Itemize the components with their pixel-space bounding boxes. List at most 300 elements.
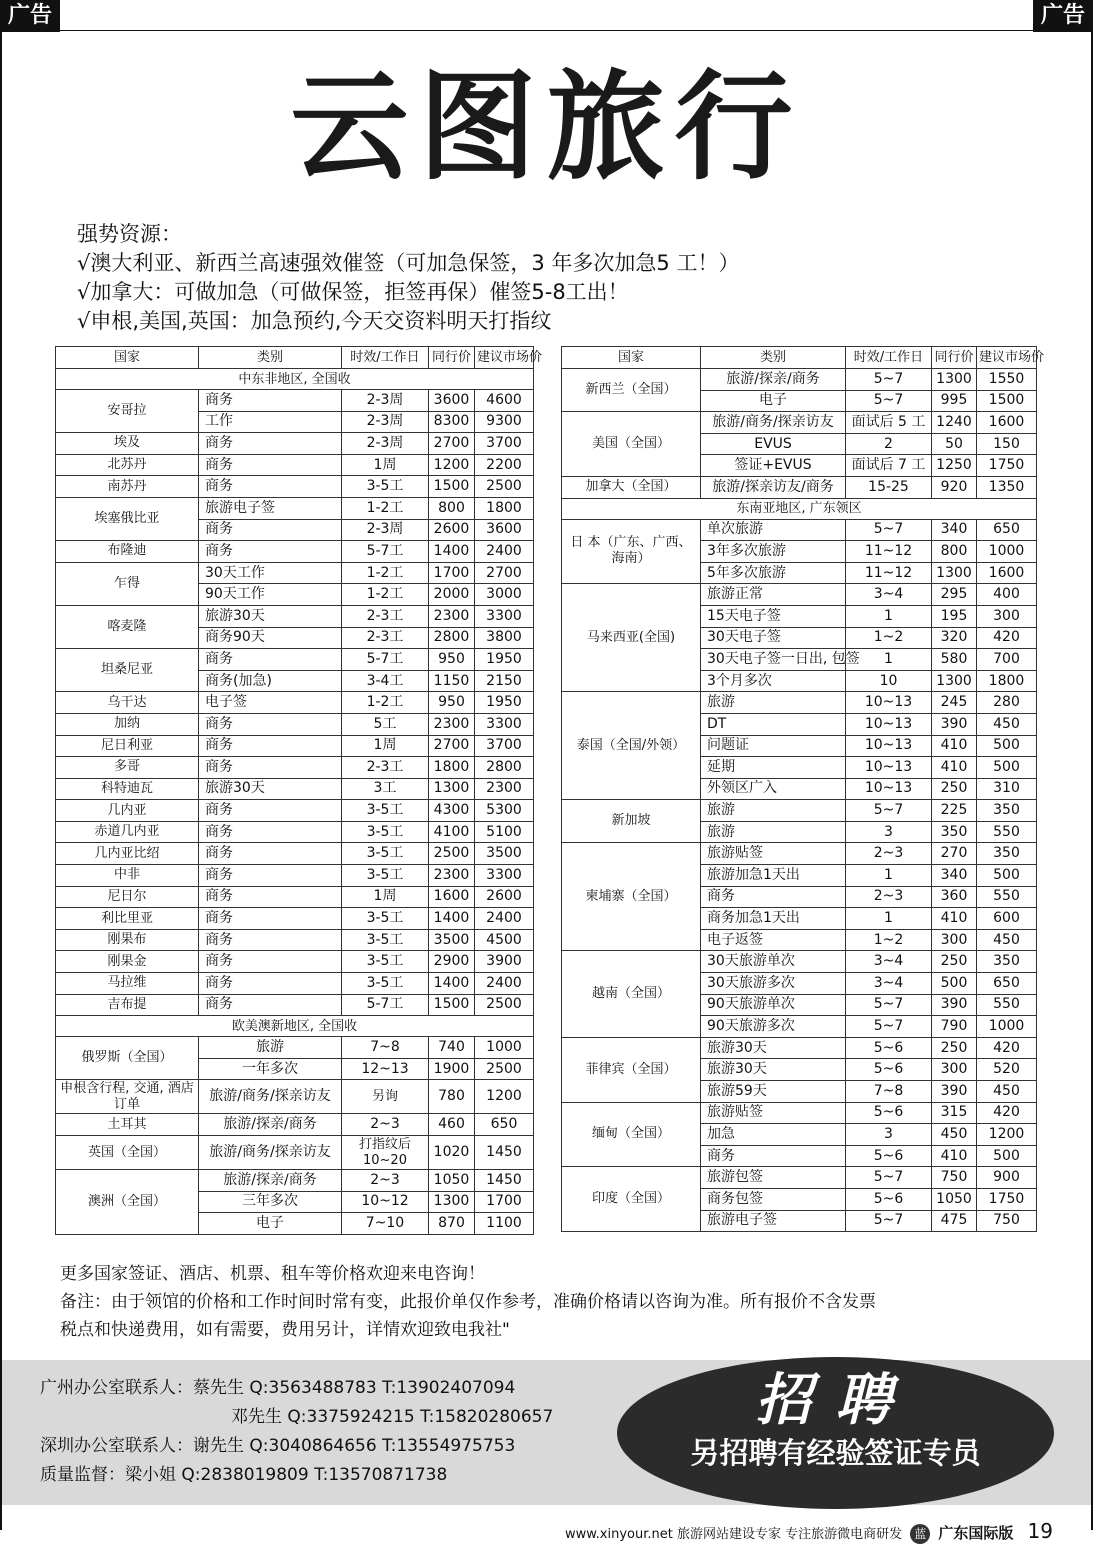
country-cell: 喀麦隆 bbox=[56, 605, 199, 648]
processing-time: 2~3 bbox=[342, 1170, 429, 1192]
country-cell: 柬埔寨（全国） bbox=[562, 843, 701, 951]
trade-price: 2500 bbox=[429, 843, 475, 865]
processing-time: 5~6 bbox=[846, 1059, 932, 1081]
processing-time: 3工 bbox=[342, 778, 429, 800]
trade-price: 950 bbox=[429, 692, 475, 714]
visa-type: 电子 bbox=[199, 1213, 342, 1235]
trade-price: 2300 bbox=[429, 713, 475, 735]
table-row bbox=[562, 519, 1037, 541]
processing-time: 2~3 bbox=[846, 843, 932, 865]
trade-price: 920 bbox=[932, 476, 977, 498]
table-row bbox=[56, 713, 534, 735]
market-price: 1950 bbox=[475, 649, 534, 671]
country-cell: 尼日尔 bbox=[56, 886, 199, 908]
market-price: 1000 bbox=[977, 541, 1037, 563]
market-price: 650 bbox=[475, 1114, 534, 1136]
visa-type: 旅游加急1天出 bbox=[701, 865, 846, 887]
country-cell: 俄罗斯（全国） bbox=[56, 1037, 199, 1080]
trade-price: 750 bbox=[932, 1167, 977, 1189]
processing-time: 3~4 bbox=[846, 973, 932, 995]
processing-time: 3~4 bbox=[846, 584, 932, 606]
visa-type: 15天电子签 bbox=[701, 605, 846, 627]
market-price: 3500 bbox=[475, 843, 534, 865]
trade-price: 800 bbox=[932, 541, 977, 563]
column-header: 类别 bbox=[701, 347, 846, 369]
trade-price: 995 bbox=[932, 390, 977, 412]
table-row bbox=[562, 369, 1037, 391]
trade-price: 475 bbox=[932, 1210, 977, 1232]
processing-time: 3 bbox=[846, 821, 932, 843]
country-cell: 澳洲（全国） bbox=[56, 1170, 199, 1235]
visa-type: 旅游电子签 bbox=[701, 1210, 846, 1232]
visa-type: 旅游包签 bbox=[701, 1167, 846, 1189]
processing-time: 5~7 bbox=[846, 800, 932, 822]
trade-price: 2300 bbox=[429, 865, 475, 887]
country-cell: 刚果布 bbox=[56, 929, 199, 951]
region-section-row bbox=[56, 369, 534, 390]
market-price: 550 bbox=[977, 886, 1037, 908]
visa-type: 商务 bbox=[199, 433, 342, 455]
country-cell: 新西兰（全国） bbox=[562, 369, 701, 412]
trade-price: 1400 bbox=[429, 541, 475, 563]
market-price: 350 bbox=[977, 800, 1037, 822]
trade-price: 1300 bbox=[932, 562, 977, 584]
market-price: 2500 bbox=[475, 476, 534, 498]
visa-type: 旅游/探亲/商务 bbox=[199, 1114, 342, 1136]
visa-type: 旅游 bbox=[701, 692, 846, 714]
visa-type: 30天电子签一日出, 包签 bbox=[701, 649, 846, 671]
processing-time: 5~7 bbox=[846, 1167, 932, 1189]
market-price: 2600 bbox=[475, 886, 534, 908]
table-row bbox=[56, 865, 534, 887]
processing-time: 2-3周 bbox=[342, 519, 429, 541]
table-row bbox=[56, 735, 534, 757]
trade-price: 390 bbox=[932, 994, 977, 1016]
market-price: 2400 bbox=[475, 541, 534, 563]
visa-type: 电子 bbox=[701, 390, 846, 412]
visa-type: 30天工作 bbox=[199, 562, 342, 584]
table-row bbox=[56, 605, 534, 627]
country-cell: 多哥 bbox=[56, 757, 199, 779]
recruit-subtitle: 另招聘有经验签证专员 bbox=[690, 1436, 981, 1470]
market-price: 1450 bbox=[475, 1170, 534, 1192]
country-cell: 几内亚 bbox=[56, 800, 199, 822]
processing-time: 3-5工 bbox=[342, 951, 429, 973]
processing-time: 2 bbox=[846, 433, 932, 455]
processing-time: 3-5工 bbox=[342, 800, 429, 822]
trade-price: 580 bbox=[932, 649, 977, 671]
column-header: 建议市场价 bbox=[977, 347, 1037, 369]
market-price: 3600 bbox=[475, 519, 534, 541]
market-price: 500 bbox=[977, 757, 1037, 779]
country-cell: 刚果金 bbox=[56, 951, 199, 973]
footer bbox=[565, 1519, 1053, 1544]
market-price: 1550 bbox=[977, 369, 1037, 391]
trade-price: 4100 bbox=[429, 821, 475, 843]
trade-price: 300 bbox=[932, 929, 977, 951]
table-row bbox=[56, 908, 534, 930]
trade-price: 1400 bbox=[429, 973, 475, 995]
table-header-row bbox=[562, 347, 1037, 369]
visa-type: 商务(加急) bbox=[199, 670, 342, 692]
column-header: 类别 bbox=[199, 347, 342, 369]
column-header: 时效/工作日 bbox=[342, 347, 429, 369]
table-row bbox=[562, 584, 1037, 606]
country-cell: 乍得 bbox=[56, 562, 199, 605]
processing-time: 面试后 5 工 bbox=[846, 412, 932, 434]
visa-type: 电子签 bbox=[199, 692, 342, 714]
country-cell: 利比里亚 bbox=[56, 908, 199, 930]
processing-time: 7~8 bbox=[342, 1037, 429, 1059]
column-header: 国家 bbox=[56, 347, 199, 369]
processing-time: 10~12 bbox=[342, 1191, 429, 1213]
country-cell: 科特迪瓦 bbox=[56, 778, 199, 800]
market-price: 1000 bbox=[977, 1016, 1037, 1038]
visa-type: 旅游贴签 bbox=[701, 843, 846, 865]
market-price: 520 bbox=[977, 1059, 1037, 1081]
intro-line: √加拿大：可做加急（可做保签，拒签再保）催签5-8工出！ bbox=[77, 280, 629, 304]
trade-price: 390 bbox=[932, 1081, 977, 1103]
visa-type: 旅游贴签 bbox=[701, 1102, 846, 1124]
processing-time: 10~13 bbox=[846, 757, 932, 779]
processing-time: 1-2工 bbox=[342, 562, 429, 584]
trade-price: 195 bbox=[932, 605, 977, 627]
country-cell: 北苏丹 bbox=[56, 454, 199, 476]
table-row bbox=[56, 562, 534, 584]
country-cell: 加纳 bbox=[56, 713, 199, 735]
trade-price: 250 bbox=[932, 1037, 977, 1059]
processing-time: 3-5工 bbox=[342, 843, 429, 865]
visa-type: 旅游30天 bbox=[199, 778, 342, 800]
market-price: 150 bbox=[977, 433, 1037, 455]
trade-price: 1500 bbox=[429, 476, 475, 498]
country-cell: 印度（全国） bbox=[562, 1167, 701, 1232]
processing-time: 7~8 bbox=[846, 1081, 932, 1103]
trade-price: 1050 bbox=[429, 1170, 475, 1192]
visa-type: 90天旅游多次 bbox=[701, 1016, 846, 1038]
processing-time: 2-3周 bbox=[342, 433, 429, 455]
market-price: 1700 bbox=[475, 1191, 534, 1213]
trade-price: 1050 bbox=[932, 1188, 977, 1210]
market-price: 1950 bbox=[475, 692, 534, 714]
market-price: 5100 bbox=[475, 821, 534, 843]
market-price: 2700 bbox=[475, 562, 534, 584]
column-header: 建议市场价 bbox=[475, 347, 534, 369]
table-row bbox=[56, 800, 534, 822]
page-number: 19 bbox=[1027, 1519, 1053, 1543]
processing-time: 5工 bbox=[342, 713, 429, 735]
market-price: 2500 bbox=[475, 1058, 534, 1080]
processing-time: 1周 bbox=[342, 454, 429, 476]
market-price: 450 bbox=[977, 1081, 1037, 1103]
processing-time: 1-2工 bbox=[342, 584, 429, 606]
processing-time: 3~4 bbox=[846, 951, 932, 973]
intro-block bbox=[77, 220, 739, 336]
market-price: 3800 bbox=[475, 627, 534, 649]
top-rule bbox=[0, 30, 1093, 31]
visa-type: 旅游 bbox=[701, 821, 846, 843]
processing-time: 3-5工 bbox=[342, 908, 429, 930]
visa-type: 商务 bbox=[199, 929, 342, 951]
market-price: 900 bbox=[977, 1167, 1037, 1189]
processing-time: 11~12 bbox=[846, 541, 932, 563]
market-price: 1100 bbox=[475, 1213, 534, 1235]
table-row bbox=[56, 433, 534, 455]
trade-price: 410 bbox=[932, 757, 977, 779]
table-row bbox=[56, 476, 534, 498]
market-price: 350 bbox=[977, 951, 1037, 973]
trade-price: 2000 bbox=[429, 584, 475, 606]
recruit-title: 招聘 bbox=[755, 1367, 916, 1433]
footer-brand: 广东国际版 bbox=[938, 1524, 1014, 1542]
processing-time: 15-25 bbox=[846, 476, 932, 498]
trade-price: 800 bbox=[429, 497, 475, 519]
visa-type: 90天工作 bbox=[199, 584, 342, 606]
processing-time: 1 bbox=[846, 605, 932, 627]
country-cell: 土耳其 bbox=[56, 1114, 199, 1136]
country-cell: 越南（全国） bbox=[562, 951, 701, 1037]
market-price: 350 bbox=[977, 843, 1037, 865]
market-price: 420 bbox=[977, 1102, 1037, 1124]
trade-price: 250 bbox=[932, 778, 977, 800]
notes-disclaimer: 备注：由于领馆的价格和工作时间时常有变，此报价单仅作参考，准确价格请以咨询为准。所有报价不含发票 bbox=[60, 1292, 876, 1312]
market-price: 450 bbox=[977, 713, 1037, 735]
trade-price: 270 bbox=[932, 843, 977, 865]
visa-type: 旅游 bbox=[701, 800, 846, 822]
market-price: 280 bbox=[977, 692, 1037, 714]
market-price: 550 bbox=[977, 994, 1037, 1016]
notes-more-services: 更多国家签证、酒店、机票、租车等价格欢迎来电咨询！ bbox=[60, 1264, 485, 1284]
processing-time: 2-3工 bbox=[342, 605, 429, 627]
trade-price: 410 bbox=[932, 1145, 977, 1167]
country-cell: 布隆迪 bbox=[56, 541, 199, 563]
processing-time: 1 bbox=[846, 908, 932, 930]
visa-type: 一年多次 bbox=[199, 1058, 342, 1080]
country-cell: 南苏丹 bbox=[56, 476, 199, 498]
country-cell: 埃及 bbox=[56, 433, 199, 455]
visa-type: 延期 bbox=[701, 757, 846, 779]
market-price: 2800 bbox=[475, 757, 534, 779]
trade-price: 450 bbox=[932, 1124, 977, 1146]
table-row bbox=[56, 778, 534, 800]
visa-type: 商务 bbox=[199, 886, 342, 908]
market-price: 1350 bbox=[977, 476, 1037, 498]
processing-time: 1-2工 bbox=[342, 497, 429, 519]
processing-time: 3-5工 bbox=[342, 476, 429, 498]
intro-heading: 强势资源： bbox=[77, 222, 182, 246]
processing-time: 5~7 bbox=[846, 1210, 932, 1232]
trade-price: 740 bbox=[429, 1037, 475, 1059]
country-cell: 坦桑尼亚 bbox=[56, 649, 199, 692]
intro-line: √申根,美国,英国：加急预约,今天交资料明天打指纹 bbox=[77, 309, 552, 333]
market-price: 2400 bbox=[475, 908, 534, 930]
processing-time: 2~3 bbox=[342, 1114, 429, 1136]
table-row bbox=[562, 1037, 1037, 1059]
trade-price: 1240 bbox=[932, 412, 977, 434]
table-row bbox=[56, 951, 534, 973]
trade-price: 340 bbox=[932, 865, 977, 887]
table-row bbox=[56, 1037, 534, 1059]
visa-type: 旅游30天 bbox=[701, 1059, 846, 1081]
contact-shenzhen: 深圳办公室联系人：谢先生 Q:3040864656 T:13554975753 bbox=[40, 1436, 516, 1456]
region-section-title: 欧美澳新地区, 全国收 bbox=[56, 1016, 534, 1037]
trade-price: 315 bbox=[932, 1102, 977, 1124]
market-price: 2400 bbox=[475, 973, 534, 995]
visa-price-table-right bbox=[561, 346, 1045, 1232]
processing-time: 2-3工 bbox=[342, 757, 429, 779]
processing-time: 1周 bbox=[342, 886, 429, 908]
market-price: 1750 bbox=[977, 455, 1037, 477]
table-row bbox=[56, 692, 534, 714]
visa-type: 商务 bbox=[199, 519, 342, 541]
country-cell: 马拉维 bbox=[56, 973, 199, 995]
table-row bbox=[56, 757, 534, 779]
visa-type: 旅游30天 bbox=[701, 1037, 846, 1059]
visa-type: 商务 bbox=[199, 994, 342, 1016]
country-cell: 马来西亚(全国) bbox=[562, 584, 701, 692]
visa-type: 商务 bbox=[199, 649, 342, 671]
visa-type: 商务 bbox=[199, 951, 342, 973]
footer-site: www.xinyour.net 旅游网站建设专家 专注旅游微电商研发 bbox=[564, 1527, 903, 1542]
trade-price: 320 bbox=[932, 627, 977, 649]
processing-time: 5~6 bbox=[846, 1037, 932, 1059]
table-row bbox=[562, 1167, 1037, 1189]
trade-price: 500 bbox=[932, 973, 977, 995]
column-header: 同行价 bbox=[932, 347, 977, 369]
table-row bbox=[56, 929, 534, 951]
trade-price: 1500 bbox=[429, 994, 475, 1016]
processing-time: 5-7工 bbox=[342, 541, 429, 563]
visa-type: 商务 bbox=[199, 390, 342, 412]
visa-type: 商务 bbox=[199, 821, 342, 843]
visa-type: 商务 bbox=[199, 713, 342, 735]
column-header: 国家 bbox=[562, 347, 701, 369]
processing-time: 5~7 bbox=[846, 519, 932, 541]
trade-price: 2600 bbox=[429, 519, 475, 541]
market-price: 3300 bbox=[475, 865, 534, 887]
country-cell: 泰国（全国/外领） bbox=[562, 692, 701, 800]
market-price: 1500 bbox=[977, 390, 1037, 412]
table-row bbox=[56, 497, 534, 519]
market-price: 4500 bbox=[475, 929, 534, 951]
market-price: 2500 bbox=[475, 994, 534, 1016]
market-price: 500 bbox=[977, 865, 1037, 887]
visa-type: 商务 bbox=[701, 1145, 846, 1167]
recruit-badge bbox=[617, 1357, 1054, 1509]
processing-time: 10~13 bbox=[846, 713, 932, 735]
processing-time: 2-3周 bbox=[342, 411, 429, 433]
market-price: 3900 bbox=[475, 951, 534, 973]
table-row bbox=[56, 649, 534, 671]
market-price: 600 bbox=[977, 908, 1037, 930]
table-row bbox=[56, 973, 534, 995]
trade-price: 1300 bbox=[429, 1191, 475, 1213]
visa-type: 商务 bbox=[199, 908, 342, 930]
country-cell: 埃塞俄比亚 bbox=[56, 497, 199, 540]
market-price: 700 bbox=[977, 649, 1037, 671]
trade-price: 225 bbox=[932, 800, 977, 822]
country-cell: 中非 bbox=[56, 865, 199, 887]
country-cell: 吉布提 bbox=[56, 994, 199, 1016]
trade-price: 1020 bbox=[429, 1136, 475, 1170]
processing-time: 2~3 bbox=[846, 886, 932, 908]
processing-time: 7~10 bbox=[342, 1213, 429, 1235]
country-cell: 新加坡 bbox=[562, 800, 701, 843]
trade-price: 410 bbox=[932, 908, 977, 930]
market-price: 1750 bbox=[977, 1188, 1037, 1210]
table-row bbox=[56, 994, 534, 1016]
processing-time: 3-5工 bbox=[342, 865, 429, 887]
trade-price: 3500 bbox=[429, 929, 475, 951]
country-cell: 菲律宾（全国） bbox=[562, 1037, 701, 1102]
table-row bbox=[56, 1114, 534, 1136]
market-price: 400 bbox=[977, 584, 1037, 606]
notes-block bbox=[60, 1260, 1050, 1344]
table-row bbox=[56, 541, 534, 563]
trade-price: 1900 bbox=[429, 1058, 475, 1080]
trade-price: 790 bbox=[932, 1016, 977, 1038]
processing-time: 5-7工 bbox=[342, 994, 429, 1016]
visa-type: 问题证 bbox=[701, 735, 846, 757]
market-price: 420 bbox=[977, 1037, 1037, 1059]
trade-price: 300 bbox=[932, 1059, 977, 1081]
trade-price: 8300 bbox=[429, 411, 475, 433]
market-price: 3000 bbox=[475, 584, 534, 606]
processing-time: 3-5工 bbox=[342, 821, 429, 843]
trade-price: 1300 bbox=[429, 778, 475, 800]
visa-type: 商务 bbox=[199, 865, 342, 887]
trade-price: 4300 bbox=[429, 800, 475, 822]
visa-type: 商务 bbox=[199, 454, 342, 476]
trade-price: 410 bbox=[932, 735, 977, 757]
country-cell: 申根含行程, 交通, 酒店订单 bbox=[56, 1080, 199, 1114]
market-price: 420 bbox=[977, 627, 1037, 649]
trade-price: 1600 bbox=[429, 886, 475, 908]
visa-type: 30天旅游单次 bbox=[701, 951, 846, 973]
trade-price: 2900 bbox=[429, 951, 475, 973]
trade-price: 2700 bbox=[429, 433, 475, 455]
trade-price: 50 bbox=[932, 433, 977, 455]
country-cell: 安哥拉 bbox=[56, 390, 199, 433]
market-price: 3700 bbox=[475, 735, 534, 757]
trade-price: 2700 bbox=[429, 735, 475, 757]
visa-type: 5年多次旅游 bbox=[701, 562, 846, 584]
processing-time: 5~7 bbox=[846, 1016, 932, 1038]
table-row bbox=[562, 951, 1037, 973]
country-cell: 尼日利亚 bbox=[56, 735, 199, 757]
region-section-title: 中东非地区, 全国收 bbox=[56, 369, 534, 390]
table-row bbox=[56, 1136, 534, 1170]
market-price: 2150 bbox=[475, 670, 534, 692]
processing-time: 5~6 bbox=[846, 1188, 932, 1210]
processing-time: 10~13 bbox=[846, 735, 932, 757]
intro-line: √澳大利亚、新西兰高速强效催签（可加急保签，3 年多次加急5 工！） bbox=[77, 251, 740, 275]
market-price: 4600 bbox=[475, 390, 534, 412]
trade-price: 1800 bbox=[429, 757, 475, 779]
visa-type: 旅游/探亲/商务 bbox=[701, 369, 846, 391]
visa-type: 电子返签 bbox=[701, 929, 846, 951]
market-price: 1200 bbox=[977, 1124, 1037, 1146]
market-price: 1800 bbox=[977, 670, 1037, 692]
processing-time: 5~7 bbox=[846, 994, 932, 1016]
visa-type: 商务 bbox=[701, 886, 846, 908]
visa-type: 商务包签 bbox=[701, 1188, 846, 1210]
trade-price: 460 bbox=[429, 1114, 475, 1136]
processing-time: 1~2 bbox=[846, 627, 932, 649]
trade-price: 1300 bbox=[932, 670, 977, 692]
table-row bbox=[562, 412, 1037, 434]
processing-time: 5~7 bbox=[846, 369, 932, 391]
